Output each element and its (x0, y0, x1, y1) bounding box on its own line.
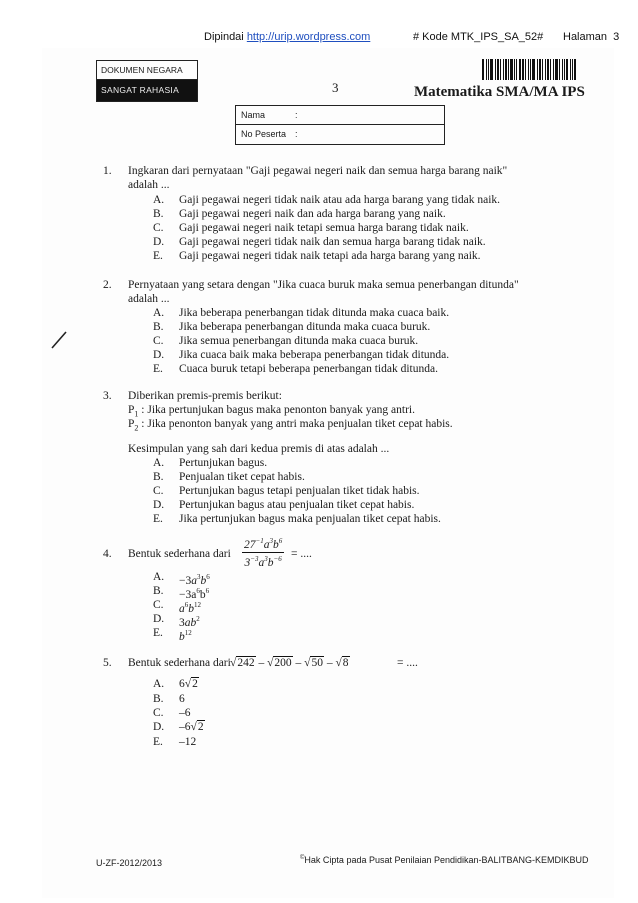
name-row[interactable] (236, 106, 444, 124)
barcode-bar (550, 59, 551, 80)
option-text: Cuaca buruk tetapi beberapa penerbangan tidak ditunda. (179, 363, 438, 375)
question-number: 5. (103, 657, 112, 669)
question-prompt: Kesimpulan yang sah dari kedua premis di atas adalah ... (128, 443, 390, 455)
footer-copyright: ©Hak Cipta pada Pusat Penilaian Pendidikan-BALITBANG-KEMDIKBUD (300, 855, 589, 865)
option-text: Jika beberapa penerbangan ditunda maka cuaca buruk. (179, 321, 431, 333)
barcode (482, 59, 578, 80)
option-letter: D. (153, 613, 165, 625)
option-text: $a^6b^{12}$ (179, 601, 201, 615)
fraction-denominator: $3^{-3}a^3b^{-6}$ (244, 554, 282, 569)
option-text: $3ab^2$ (179, 615, 200, 629)
premise-1-text: : Jika pertunjukan bagus maka penonton banyak yang antri. (141, 404, 415, 416)
subject-title: Matematika SMA/MA IPS (414, 84, 585, 100)
option-letter: D. (153, 349, 165, 361)
barcode-bar (500, 59, 501, 80)
question-number: 1. (103, 165, 112, 177)
barcode-bar (562, 59, 563, 80)
fraction (242, 535, 284, 570)
pen-mark (49, 330, 69, 350)
option-letter: E. (153, 736, 163, 748)
name-label: Nama (241, 110, 266, 120)
option-letter: B. (153, 208, 164, 220)
premise-2: $P_2$ : Jika penonton banyak yang antri maka penjualan tiket cepat habis. (128, 418, 453, 433)
scan-credit (204, 31, 370, 43)
option-letter: B. (153, 471, 164, 483)
barcode-bar (528, 59, 529, 80)
printed-page-number: 3 (332, 80, 339, 95)
barcode-bar (508, 59, 509, 80)
option-text: –6√2 (179, 721, 204, 733)
option-text: –6 (179, 707, 191, 719)
question-number: 2. (103, 279, 112, 291)
option-letter: D. (153, 236, 165, 248)
document-code: # Kode MTK_IPS_SA_52# (413, 31, 544, 43)
option-text: Gaji pegawai negeri naik dan ada harga barang yang naik. (179, 208, 446, 220)
footer-copyright-text: Hak Cipta pada Pusat Penilaian Pendidikan-BALITBANG-KEMDIKBUD (304, 855, 589, 865)
barcode-bar (530, 59, 531, 80)
option-letter: C. (153, 485, 164, 497)
barcode-bar (516, 59, 517, 80)
barcode-bar (566, 59, 568, 80)
question-text-cont: adalah ... (128, 179, 170, 191)
option-letter: D. (153, 499, 165, 511)
barcode-bar (482, 59, 484, 80)
barcode-bar (532, 59, 535, 80)
option-text: Gaji pegawai negeri naik tetapi semua harga barang tidak naik. (179, 222, 469, 234)
option-text: Gaji pegawai negeri tidak naik tetapi ada harga barang yang naik. (179, 250, 481, 262)
barcode-bar (547, 59, 549, 80)
barcode-bar (488, 59, 489, 80)
barcode-bar (559, 59, 561, 80)
option-letter: A. (153, 678, 165, 690)
question-text-cont: adalah ... (128, 293, 170, 305)
barcode-bar (545, 59, 546, 80)
question-text: Pernyataan yang setara dengan "Jika cuaca buruk maka semua penerbangan ditunda" (128, 279, 519, 291)
question-text: Diberikan premis-premis berikut: (128, 390, 282, 402)
option-letter: C. (153, 222, 164, 234)
option-letter: D. (153, 721, 165, 733)
barcode-bar (495, 59, 496, 80)
option-text: Penjualan tiket cepat habis. (179, 471, 305, 483)
classification-top: DOKUMEN NEGARA (97, 61, 197, 80)
barcode-bar (572, 59, 573, 80)
student-id-box (235, 105, 445, 145)
option-text: Jika pertunjukan bagus maka penjualan tiket cepat habis. (179, 513, 441, 525)
barcode-bar (564, 59, 565, 80)
participant-number-colon: : (295, 129, 298, 139)
barcode-bar (574, 59, 576, 80)
barcode-bar (514, 59, 515, 80)
barcode-bar (503, 59, 504, 80)
option-letter: A. (153, 457, 165, 469)
option-text: $-3a^6b^6$ (179, 587, 210, 601)
barcode-bar (542, 59, 543, 80)
name-colon: : (295, 110, 298, 120)
question-number: 4. (103, 548, 112, 560)
expression-fraction (242, 535, 284, 570)
option-letter: E. (153, 250, 163, 262)
option-text: Gaji pegawai negeri tidak naik atau ada harga barang yang tidak naik. (179, 194, 501, 206)
option-text: Jika cuaca baik maka beberapa penerbangan tidak ditunda. (179, 349, 450, 361)
page-indicator (563, 31, 619, 43)
question-text: Bentuk sederhana dari (128, 548, 231, 560)
barcode-bar (490, 59, 493, 80)
option-letter: C. (153, 599, 164, 611)
premise-2-text: : Jika penonton banyak yang antri maka penjualan tiket cepat habis. (141, 418, 453, 430)
option-text: Gaji pegawai negeri tidak naik dan semua harga barang tidak naik. (179, 236, 486, 248)
barcode-bar (510, 59, 513, 80)
option-text: 6√2 (179, 678, 198, 690)
fraction-numerator: $27^{-1}a^3b^6$ (244, 537, 283, 551)
option-letter: B. (153, 693, 164, 705)
page-indicator-label: Halaman (563, 31, 608, 43)
barcode-bar (497, 59, 499, 80)
scan-credit-prefix: Dipindai (204, 31, 244, 43)
option-text: 6 (179, 693, 185, 705)
option-text: –12 (179, 736, 197, 748)
barcode-bar (522, 59, 524, 80)
question-tail: = .... (397, 657, 418, 669)
option-text: $-3a^3b^6$ (179, 573, 210, 587)
option-letter: B. (153, 321, 164, 333)
barcode-bar (570, 59, 571, 80)
premise-1: $P_1$ : Jika pertunjukan bagus maka penonton banyak yang antri. (128, 404, 415, 419)
option-text: $b^{12}$ (179, 629, 192, 643)
barcode-bar (555, 59, 558, 80)
barcode-bar (519, 59, 521, 80)
option-text: Jika beberapa penerbangan tidak ditunda maka cuaca baik. (179, 307, 450, 319)
classification-bottom: SANGAT RAHASIA (97, 80, 197, 101)
question-tail: = .... (291, 548, 312, 560)
option-letter: A. (153, 571, 165, 583)
question-text: Ingkaran dari pernyataan "Gaji pegawai negeri naik dan semua harga barang naik" (128, 165, 508, 177)
option-letter: E. (153, 513, 163, 525)
participant-number-label: No Peserta (241, 129, 287, 139)
question-text: Bentuk sederhana dari (128, 657, 231, 669)
option-letter: C. (153, 335, 164, 347)
question-number: 3. (103, 390, 112, 402)
option-letter: C. (153, 707, 164, 719)
barcode-bar (525, 59, 526, 80)
option-letter: E. (153, 627, 163, 639)
barcode-bar (486, 59, 487, 80)
footer-document-id: U-ZF-2012/2013 (96, 858, 163, 868)
barcode-bar (505, 59, 507, 80)
expression-radicals: √242 – √200 – √50 – √8 (230, 657, 349, 669)
scan-credit-link[interactable]: http://urip.wordpress.com (246, 31, 371, 43)
option-text: Pertunjukan bagus. (179, 457, 268, 469)
option-letter: B. (153, 585, 164, 597)
barcode-bar (553, 59, 554, 80)
option-letter: E. (153, 363, 163, 375)
option-text: Jika semua penerbangan ditunda maka cuaca buruk. (179, 335, 419, 347)
page-indicator-number: 3 (613, 31, 620, 43)
option-letter: A. (153, 194, 165, 206)
option-text: Pertunjukan bagus tetapi penjualan tiket tidak habis. (179, 485, 420, 497)
barcode-bar (537, 59, 538, 80)
option-text: Pertunjukan bagus atau penjualan tiket cepat habis. (179, 499, 415, 511)
option-letter: A. (153, 307, 165, 319)
document-classification-box (96, 60, 198, 102)
participant-number-row[interactable] (236, 124, 444, 143)
barcode-bar (539, 59, 541, 80)
